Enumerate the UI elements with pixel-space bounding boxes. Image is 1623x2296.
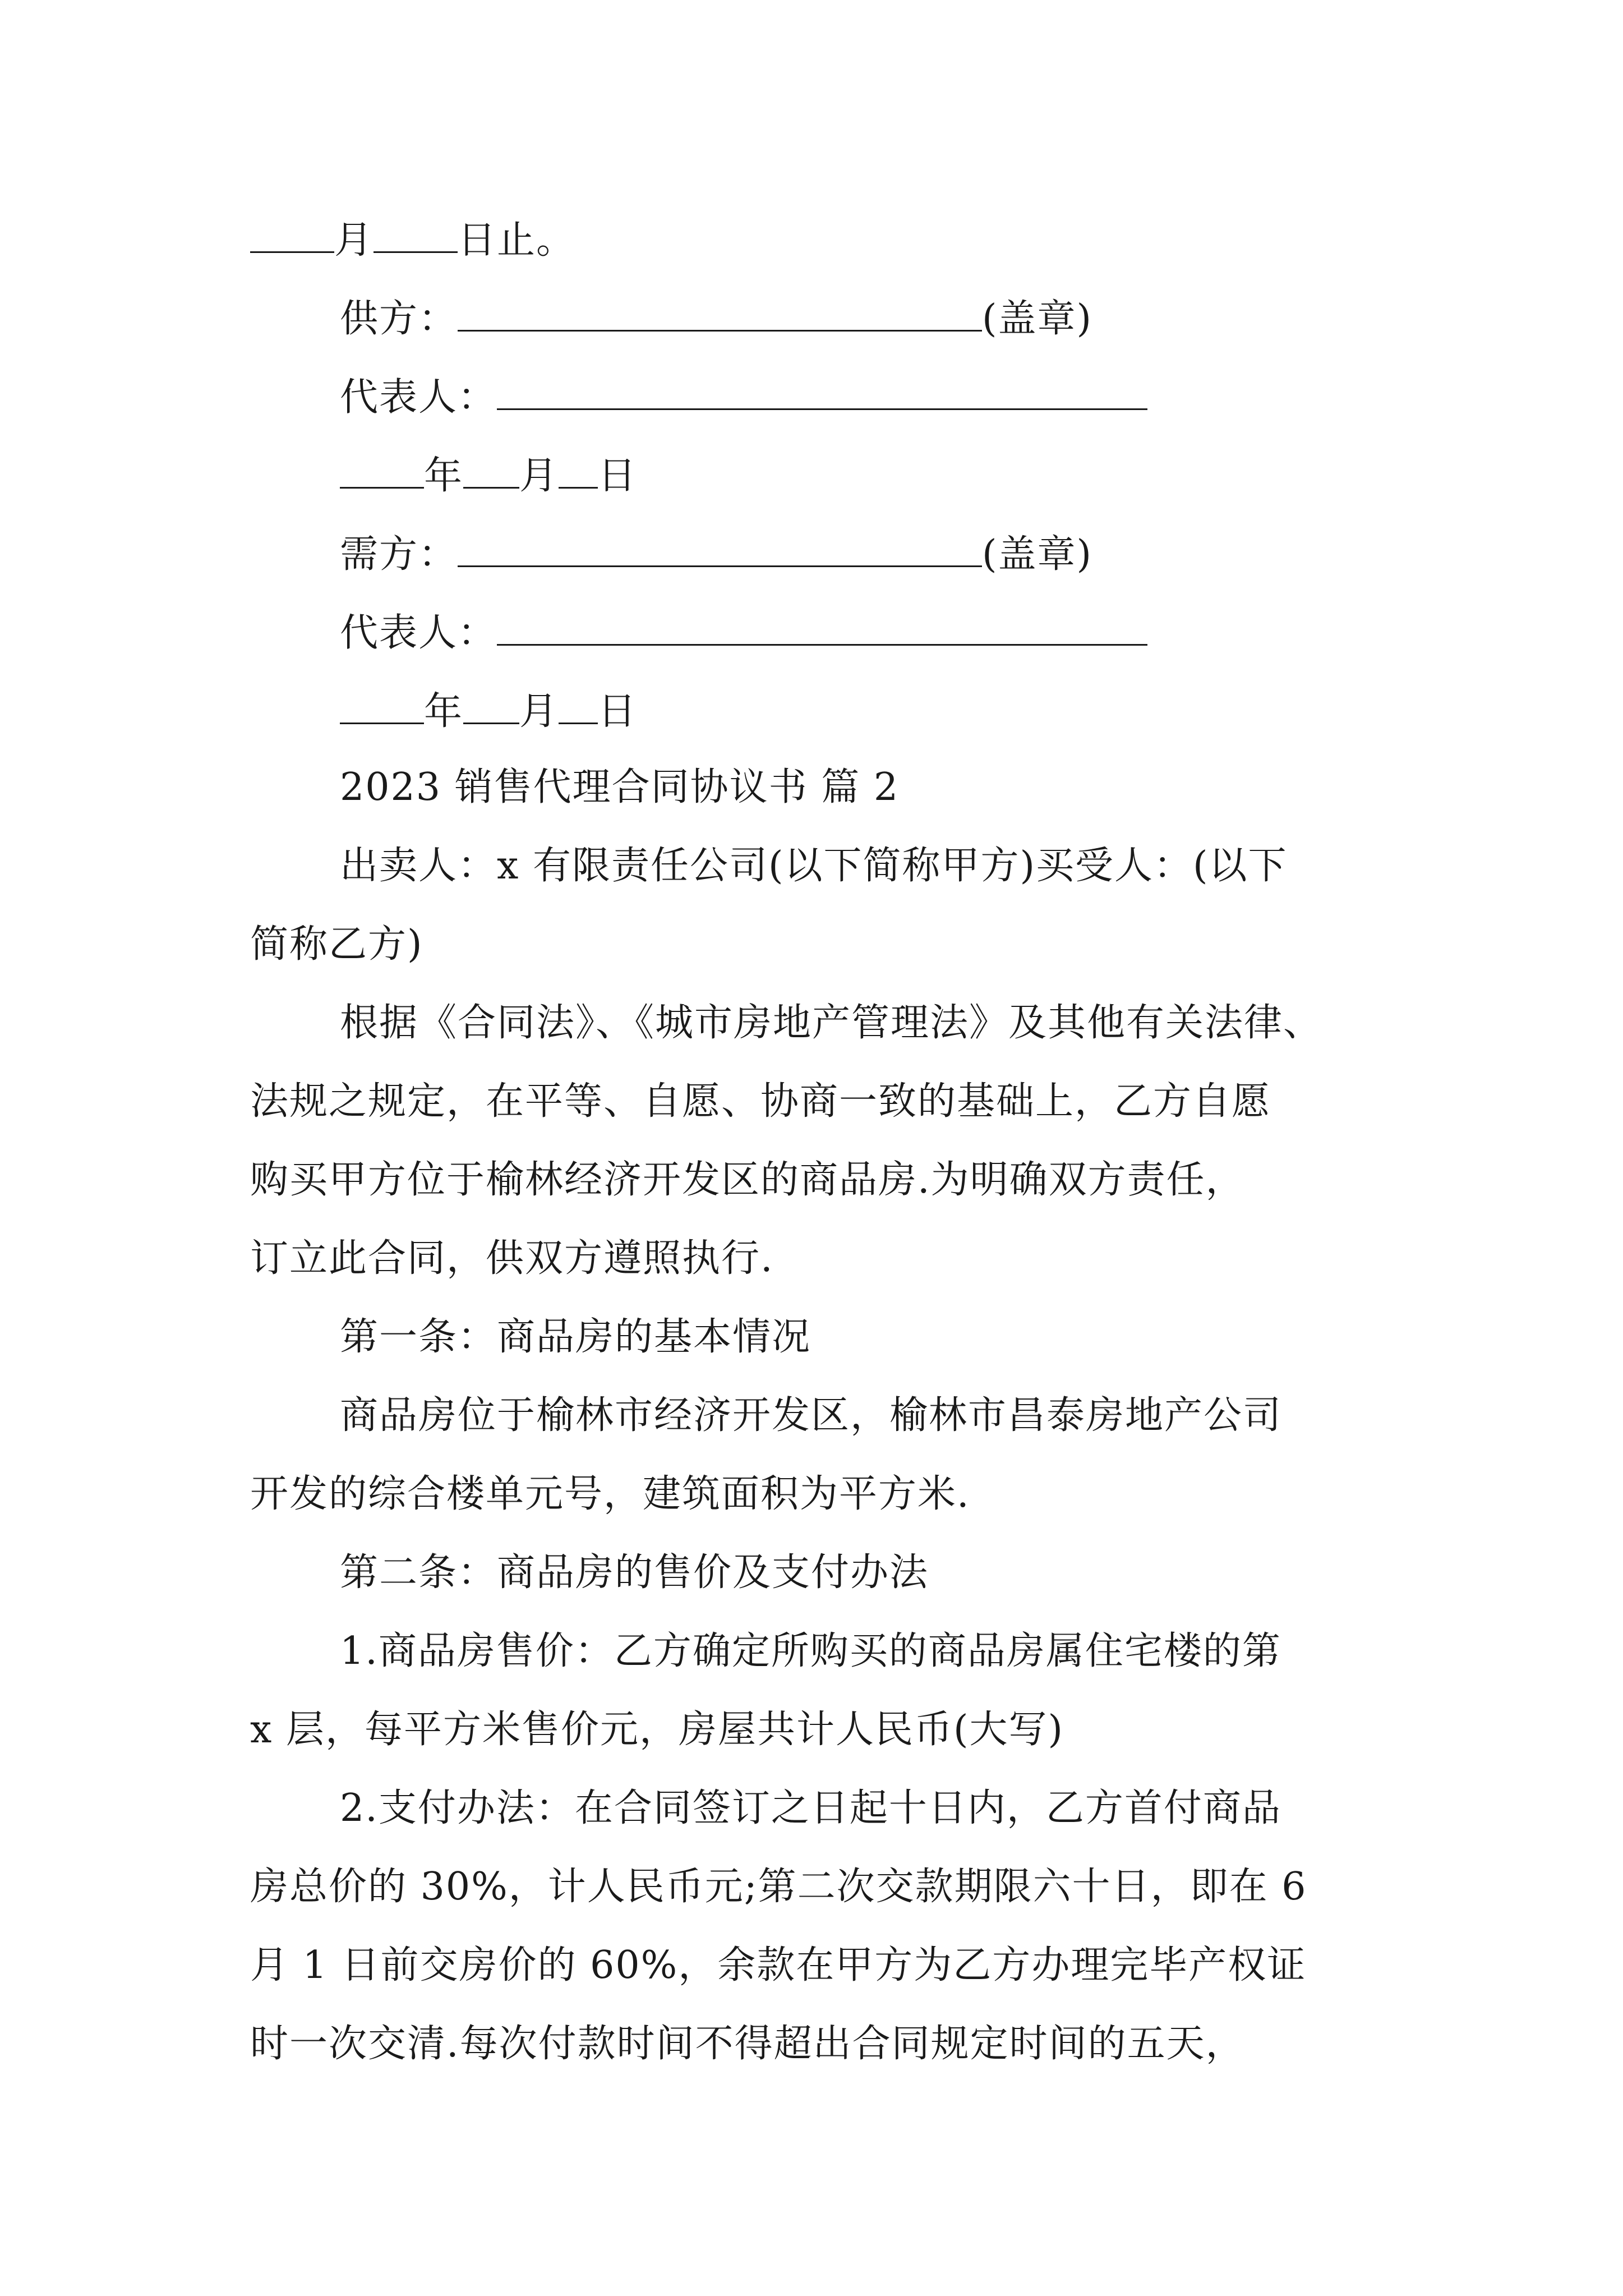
blank-field [559,451,598,489]
blank-field [559,687,598,724]
blank-field [250,215,334,253]
blank-field [374,215,458,253]
paragraph-line: 法规之规定，在平等、自愿、协商一致的基础上，乙方自愿 [250,1079,1271,1124]
paragraph-line: 根据《合同法》、《城市房地产管理法》及其他有关法律、 [340,1001,1323,1045]
blank-field [340,687,424,724]
supplier-rep-label: 代表人： [340,375,497,420]
buyer-line [340,530,1092,577]
paragraph-line: 购买甲方位于榆林经济开发区的商品房.为明确双方责任， [250,1158,1245,1202]
paragraph-line: 简称乙方) [250,922,423,967]
blank-field [340,451,424,489]
buyer-label: 需方： [340,532,458,577]
buyer-blank [458,530,982,567]
paragraph-line: x 层，每平方米售价元，房屋共计人民币(大写) [250,1708,1064,1752]
paragraph-line: 1.商品房售价：乙方确定所购买的商品房属住宅楼的第 [340,1629,1281,1673]
paragraph-line: 商品房位于榆林市经济开发区，榆林市昌泰房地产公司 [340,1393,1283,1438]
article-heading: 第一条：商品房的基本情况 [340,1315,811,1359]
month-text: 月 [334,218,374,263]
paragraph-line: 时一次交清.每次付款时间不得超出合同规定时间的五天， [250,2022,1245,2066]
supplier-line [340,294,1092,342]
day-text: 日 [598,454,638,498]
buyer-rep-blank [497,608,1147,646]
paragraph-line: 房总价的 30%，计人民币元;第二次交款期限六十日，即在 6 [250,1865,1307,1909]
article-heading: 第二条：商品房的售价及支付办法 [340,1550,929,1595]
buyer-rep-label: 代表人： [340,611,497,655]
date-line-1 [340,451,637,499]
paragraph-line: 出卖人：x 有限责任公司(以下简称甲方)买受人：(以下 [340,844,1288,888]
blank-field [463,451,519,489]
buyer-rep-line [340,608,1147,656]
top-date-line [250,215,575,263]
date-line-2 [340,687,637,734]
supplier-stamp: (盖章) [982,297,1093,341]
month-text: 月 [519,454,559,498]
supplier-label: 供方： [340,297,458,341]
paragraph-line: 开发的综合楼单元号，建筑面积为平方米. [250,1472,970,1516]
year-text: 年 [424,454,464,498]
month-text: 月 [519,689,559,734]
blank-field [463,687,519,724]
supplier-blank [458,294,982,332]
buyer-stamp: (盖章) [982,532,1093,577]
year-text: 年 [424,689,464,734]
section-title: 2023 销售代理合同协议书 篇 2 [340,765,900,809]
paragraph-line: 2.支付办法：在合同签订之日起十日内，乙方首付商品 [340,1786,1281,1830]
day-text: 日止。 [458,218,576,263]
paragraph-line: 订立此合同，供双方遵照执行. [250,1236,774,1281]
supplier-rep-line [340,372,1147,420]
day-text: 日 [598,689,638,734]
paragraph-line: 月 1 日前交房价的 60%，余款在甲方为乙方办理完毕产权证 [250,1943,1307,1987]
supplier-rep-blank [497,372,1147,410]
